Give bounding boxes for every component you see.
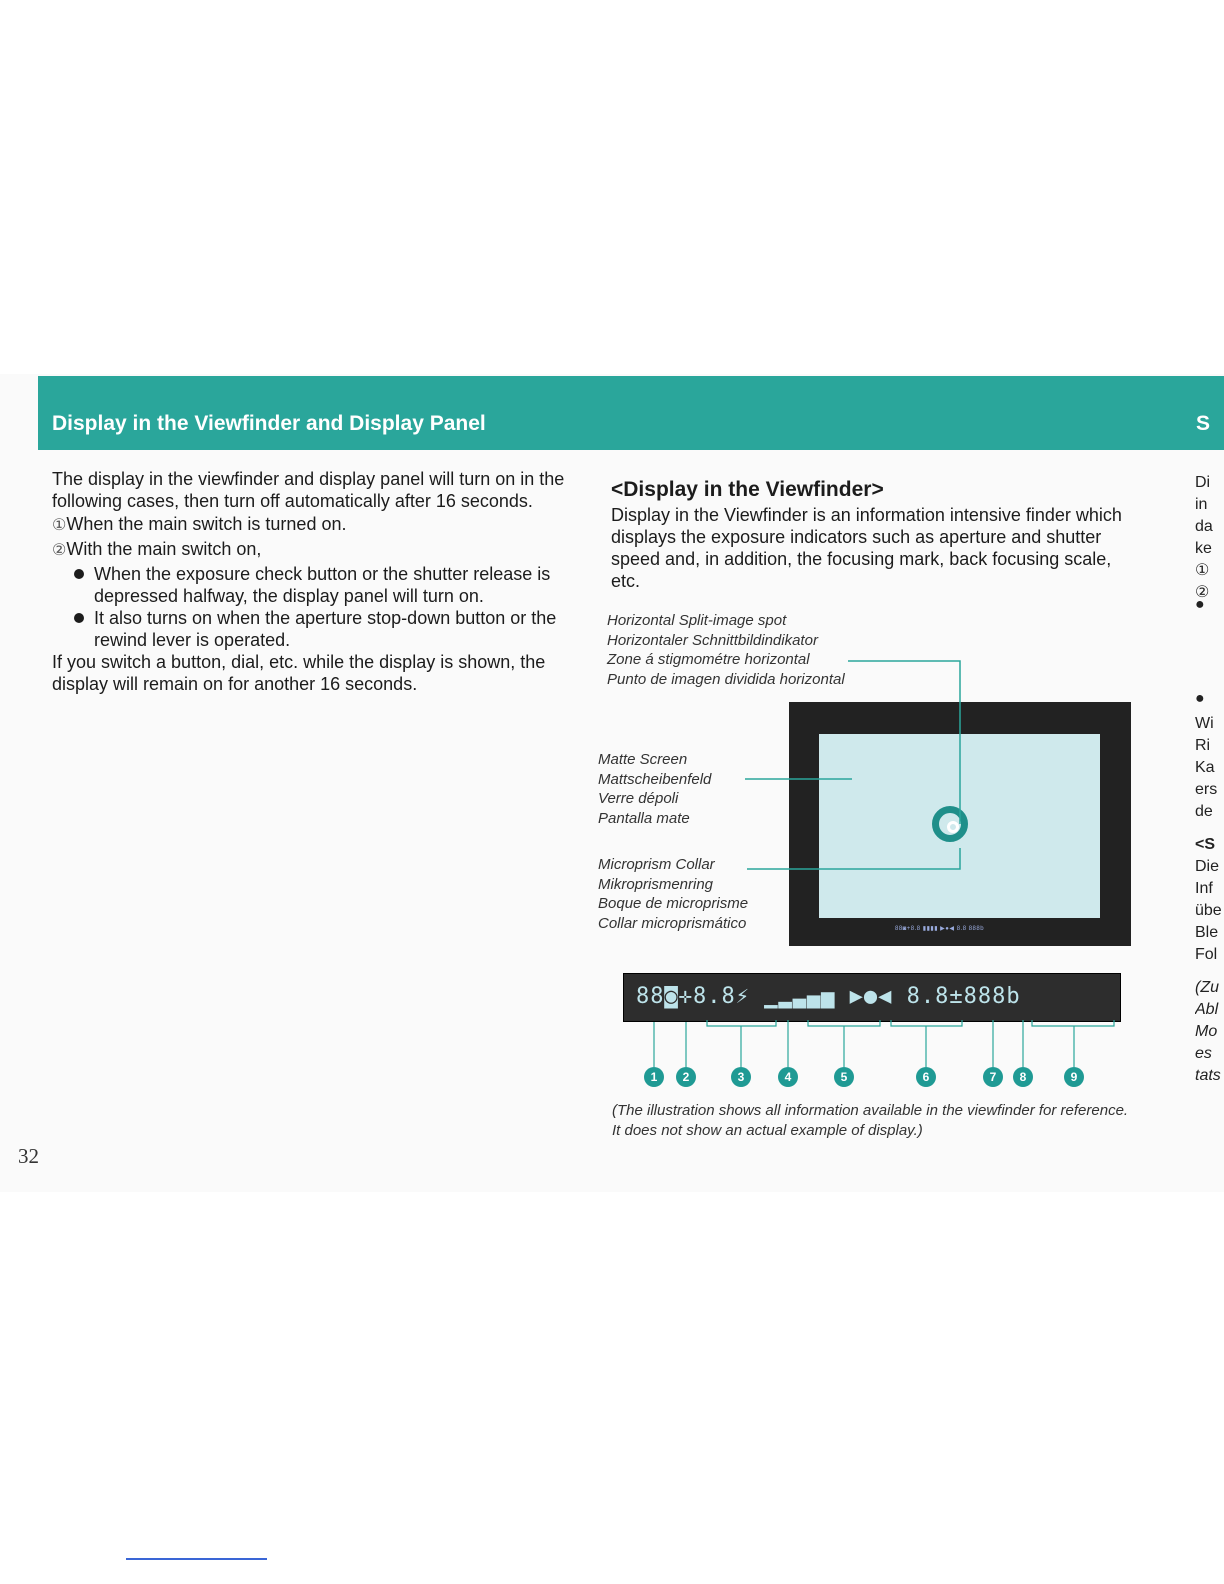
viewfinder-heading: <Display in the Viewfinder> bbox=[611, 478, 884, 501]
label-line: Pantalla mate bbox=[598, 809, 690, 827]
viewfinder-info-strip: 88◙+8.8 ▮▮▮▮ ▶●◀ 8.8 888b bbox=[895, 926, 985, 932]
facing-page-line: ② bbox=[1195, 584, 1210, 601]
item-number-1: ① bbox=[52, 517, 67, 534]
facing-page-line: (Zu bbox=[1195, 979, 1219, 996]
microprism-collar-icon bbox=[932, 806, 968, 842]
label-line: Verre dépoli bbox=[598, 790, 679, 807]
page-number: 32 bbox=[18, 1144, 39, 1168]
matte-screen-label bbox=[598, 750, 711, 828]
facing-page-line: ① bbox=[1195, 562, 1210, 579]
callout-badge-4: 4 bbox=[778, 1067, 798, 1087]
facing-page-line: Wi bbox=[1195, 715, 1214, 732]
callout-badge-1: 1 bbox=[644, 1067, 664, 1087]
facing-page-line: ke bbox=[1195, 540, 1212, 557]
bullet-dot-icon bbox=[74, 613, 84, 623]
facing-page-line: Abl bbox=[1195, 1001, 1219, 1018]
callout-badge-2: 2 bbox=[676, 1067, 696, 1087]
facing-page-line: tats bbox=[1195, 1067, 1221, 1084]
facing-page-line: ers bbox=[1195, 781, 1218, 798]
item-number-2: ② bbox=[52, 542, 67, 559]
split-image-label bbox=[607, 611, 845, 689]
viewfinder-illustration bbox=[789, 702, 1131, 946]
label-line: Punto de imagen dividida horizontal bbox=[607, 670, 845, 688]
illustration-caption: (The illustration shows all information available in the viewfinder for reference. It does not show an actual example of display.) bbox=[612, 1102, 1129, 1139]
facing-page-heading: <S bbox=[1195, 836, 1216, 853]
bullet-item-2 bbox=[52, 607, 572, 651]
label-line: Zone á stigmométre horizontal bbox=[607, 651, 810, 668]
viewfinder-description: Display in the Viewfinder is an information intensive finder which displays the exposure indicators such as aperture and shutter speed and, in addition, the focusing mark, back focusing scale, etc. bbox=[611, 505, 1122, 591]
callout-badge-8: 8 bbox=[1013, 1067, 1033, 1087]
label-line: Mattscheibenfeld bbox=[598, 770, 712, 788]
facing-page-line: Ble bbox=[1195, 924, 1219, 941]
bullet-dot-icon bbox=[74, 569, 84, 579]
facing-page-line: da bbox=[1195, 518, 1213, 535]
facing-page-line: ● bbox=[1195, 596, 1205, 613]
link-underline bbox=[126, 1558, 267, 1560]
facing-page-line: Inf bbox=[1195, 880, 1213, 897]
label-line: Horizontaler Schnittbildindikator bbox=[607, 631, 818, 649]
facing-page-line: Fol bbox=[1195, 946, 1218, 963]
facing-page-title-fragment: S bbox=[1196, 412, 1211, 435]
intro-paragraph: The display in the viewfinder and display panel will turn on in the following cases, then turn off automatically after 16 seconds. bbox=[52, 469, 565, 511]
bullet-item-2-text: It also turns on when the aperture stop-down button or the rewind lever is operated. bbox=[94, 608, 557, 650]
callout-badge-6: 6 bbox=[916, 1067, 936, 1087]
label-line: Mikroprismenring bbox=[598, 875, 714, 893]
case-item-2 bbox=[52, 538, 572, 562]
intro-column bbox=[52, 468, 572, 695]
label-line: Collar microprismático bbox=[598, 914, 747, 932]
facing-page-line: ● bbox=[1195, 690, 1205, 707]
case-item-2-text: With the main switch on, bbox=[66, 539, 262, 559]
callout-badge-5: 5 bbox=[834, 1067, 854, 1087]
facing-page-line: Ka bbox=[1195, 759, 1215, 776]
facing-page-line: Mo bbox=[1195, 1023, 1218, 1040]
section-header-bar bbox=[38, 376, 1224, 450]
facing-page-line: in bbox=[1195, 496, 1208, 513]
callout-badge-3: 3 bbox=[731, 1067, 751, 1087]
label-line: Matte Screen bbox=[598, 751, 688, 768]
facing-page-line: Die bbox=[1195, 858, 1220, 875]
label-line: Boque de microprisme bbox=[598, 895, 749, 912]
viewfinder-display-panel bbox=[623, 973, 1121, 1022]
facing-page-line: es bbox=[1195, 1045, 1212, 1062]
outro-paragraph: If you switch a button, dial, etc. while the display is shown, the display will remain on for another 16 seconds. bbox=[52, 652, 546, 694]
label-line: Microprism Collar bbox=[598, 856, 715, 873]
callout-badge-7: 7 bbox=[983, 1067, 1003, 1087]
label-line: Horizontal Split-image spot bbox=[607, 612, 787, 629]
case-item-1-text: When the main switch is turned on. bbox=[66, 514, 347, 534]
lcd-segments: 88◙✛8.8⚡ ▁▂▃▄▅ ▶●◀ 8.8±888b bbox=[636, 984, 1021, 1009]
facing-page-line: Ri bbox=[1195, 737, 1211, 754]
facing-page-line: Di bbox=[1195, 474, 1211, 491]
callout-badge-9: 9 bbox=[1064, 1067, 1084, 1087]
section-title: Display in the Viewfinder and Display Panel bbox=[52, 412, 486, 435]
case-item-1 bbox=[52, 513, 572, 537]
facing-page-line: übe bbox=[1195, 902, 1222, 919]
facing-page-line: de bbox=[1195, 803, 1213, 820]
microprism-collar-label bbox=[598, 855, 748, 933]
split-image-spot-icon bbox=[947, 821, 959, 833]
bullet-item-1-text: When the exposure check button or the shutter release is depressed halfway, the display panel will turn on. bbox=[94, 564, 551, 606]
bullet-item-1 bbox=[52, 563, 572, 607]
